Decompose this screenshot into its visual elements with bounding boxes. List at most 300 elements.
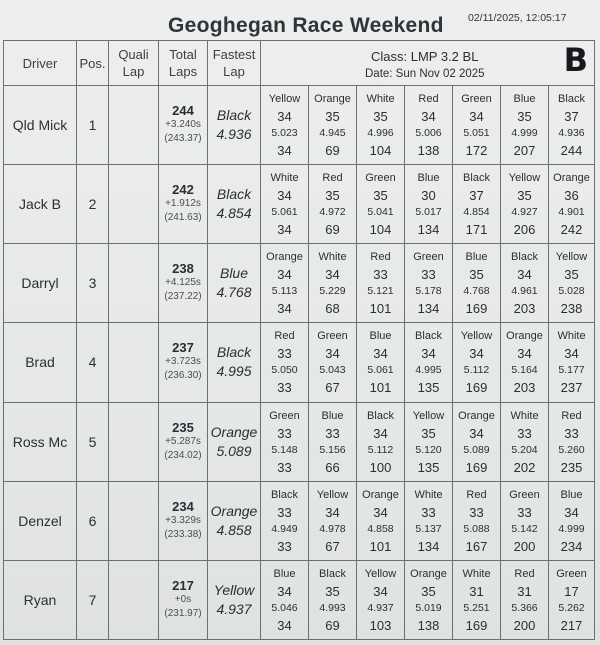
stint-best-lap: 5.112	[367, 443, 394, 456]
total-laps-cell	[159, 244, 208, 323]
stint-lane-colour: Green	[413, 251, 444, 264]
stint-cumulative-laps: 104	[369, 143, 392, 159]
stint-laps: 34	[373, 504, 388, 520]
stint-lane-colour: White	[366, 93, 395, 106]
stint-cumulative-laps: 134	[417, 538, 440, 554]
stint-laps: 33	[277, 504, 292, 520]
stint-cumulative-laps: 67	[325, 380, 340, 396]
stint-lane-colour: Red	[274, 330, 295, 343]
driver-row	[4, 86, 595, 165]
stint-laps: 34	[325, 267, 340, 283]
header-row	[4, 41, 595, 86]
stint-cell	[261, 481, 309, 560]
stint-lane-colour: Orange	[553, 172, 590, 185]
stint-best-lap: 5.148	[271, 443, 298, 456]
stint-laps: 34	[277, 583, 292, 599]
stint-laps: 34	[325, 346, 340, 362]
fastest-lap-cell	[208, 323, 261, 402]
driver-row	[4, 244, 595, 323]
stint-cumulative-laps: 235	[560, 459, 583, 475]
driver-position: 4	[77, 323, 109, 402]
stint-lane-colour: White	[270, 172, 299, 185]
stint-lane-colour: Green	[509, 488, 540, 501]
stint-cumulative-laps: 203	[513, 301, 536, 317]
quali-lap	[109, 86, 159, 165]
stint-laps: 30	[421, 188, 436, 204]
driver-position: 1	[77, 86, 109, 165]
driver-name: Brad	[4, 323, 77, 402]
stint-cumulative-laps: 237	[560, 380, 583, 396]
stint-lane-colour: Yellow	[555, 251, 588, 264]
class-label: Class: LMP 3.2 BL	[371, 49, 479, 64]
stint-lane-colour: White	[510, 409, 539, 422]
fastest-lane-colour: Black	[216, 186, 252, 203]
print-timestamp: 02/11/2025, 12:05:17	[468, 12, 567, 24]
stint-best-lap: 5.061	[271, 206, 298, 219]
stint-cumulative-laps: 135	[417, 459, 440, 475]
stint-cumulative-laps: 200	[513, 617, 536, 633]
stint-cell	[549, 402, 595, 481]
stint-cell	[357, 165, 405, 244]
stint-lane-colour: Green	[365, 172, 396, 185]
stint-cumulative-laps: 33	[277, 538, 292, 554]
results-body	[4, 86, 595, 640]
stint-lane-colour: Green	[556, 567, 587, 580]
stint-cell	[453, 560, 501, 639]
stint-cell	[453, 86, 501, 165]
gap-to-leader: +4.125s	[165, 277, 201, 289]
stint-cumulative-laps: 172	[465, 143, 488, 159]
fastest-lane-colour: Yellow	[213, 581, 255, 598]
fastest-lap-time: 5.089	[216, 442, 252, 459]
fastest-lap-time: 4.937	[216, 600, 252, 617]
col-quali-line1: Quali	[118, 47, 149, 62]
stint-laps: 33	[469, 504, 484, 520]
stint-best-lap: 5.061	[367, 364, 394, 377]
stint-cell	[357, 560, 405, 639]
col-fastest-lap	[208, 41, 261, 86]
fastest-lane-colour: Black	[216, 107, 252, 124]
class-info-cell	[261, 41, 595, 86]
group-badge: B	[563, 41, 589, 79]
stint-best-lap: 5.017	[415, 206, 442, 219]
stint-cumulative-laps: 169	[465, 380, 488, 396]
total-laps-cell	[159, 165, 208, 244]
stint-lane-colour: Yellow	[268, 93, 301, 106]
fastest-lap-cell	[208, 481, 261, 560]
fastest-lap-cell	[208, 402, 261, 481]
driver-position: 3	[77, 244, 109, 323]
stint-cell	[453, 244, 501, 323]
stint-cumulative-laps: 33	[277, 380, 292, 396]
stint-lane-colour: Orange	[266, 251, 303, 264]
stint-lane-colour: Black	[558, 93, 585, 106]
stint-cell	[261, 244, 309, 323]
gap-to-leader: +3.723s	[165, 356, 201, 368]
stint-cell	[453, 481, 501, 560]
stint-cumulative-laps: 134	[417, 222, 440, 238]
stint-cell	[453, 165, 501, 244]
stint-laps: 37	[564, 109, 579, 125]
stint-laps: 33	[277, 346, 292, 362]
stint-laps: 33	[517, 504, 532, 520]
col-driver: Driver	[4, 41, 77, 86]
stint-cumulative-laps: 103	[369, 617, 392, 633]
stint-lane-colour: Orange	[314, 93, 351, 106]
stint-laps: 35	[517, 109, 532, 125]
stint-best-lap: 5.164	[511, 364, 538, 377]
stint-lane-colour: Black	[367, 409, 394, 422]
driver-position: 5	[77, 402, 109, 481]
stint-cumulative-laps: 69	[325, 143, 340, 159]
stint-lane-colour: Blue	[321, 409, 344, 422]
stint-cumulative-laps: 101	[369, 538, 392, 554]
stint-cumulative-laps: 101	[369, 380, 392, 396]
driver-row	[4, 165, 595, 244]
fastest-lane-colour: Blue	[219, 265, 249, 282]
stint-best-lap: 4.999	[558, 522, 585, 535]
driver-row	[4, 560, 595, 639]
gap-to-leader: +1.912s	[165, 198, 201, 210]
stint-lane-colour: Red	[561, 409, 582, 422]
stint-cell	[501, 244, 549, 323]
stint-best-lap: 5.113	[271, 285, 298, 298]
gap-to-leader: +5.287s	[165, 435, 201, 447]
average-laps: (233.38)	[164, 528, 202, 540]
stint-laps: 34	[277, 188, 292, 204]
stint-best-lap: 4.961	[511, 285, 538, 298]
stint-laps: 35	[325, 583, 340, 599]
stint-laps: 33	[421, 504, 436, 520]
stint-lane-colour: Orange	[458, 409, 495, 422]
stint-cell	[309, 165, 357, 244]
stint-cell	[405, 323, 453, 402]
fastest-lap-cell	[208, 165, 261, 244]
col-position: Pos.	[77, 41, 109, 86]
stint-cumulative-laps: 34	[277, 301, 292, 317]
stint-cell	[453, 323, 501, 402]
stint-cell	[501, 402, 549, 481]
stint-cell	[549, 481, 595, 560]
results-table	[3, 40, 595, 640]
driver-name: Ross Mc	[4, 402, 77, 481]
stint-best-lap: 4.854	[463, 206, 490, 219]
stint-cumulative-laps: 200	[513, 538, 536, 554]
stint-lane-colour: Black	[271, 488, 298, 501]
stint-cumulative-laps: 203	[513, 380, 536, 396]
stint-best-lap: 4.927	[511, 206, 538, 219]
stint-laps: 33	[325, 425, 340, 441]
stint-best-lap: 4.996	[367, 127, 394, 140]
stint-cell	[309, 244, 357, 323]
stint-cell	[261, 165, 309, 244]
stint-cumulative-laps: 101	[369, 301, 392, 317]
total-laps-cell	[159, 86, 208, 165]
quali-lap	[109, 481, 159, 560]
stint-lane-colour: Yellow	[412, 409, 445, 422]
stint-cell	[549, 560, 595, 639]
stint-best-lap: 5.089	[463, 443, 490, 456]
driver-position: 7	[77, 560, 109, 639]
stint-best-lap: 5.023	[271, 127, 298, 140]
quali-lap	[109, 323, 159, 402]
stint-best-lap: 4.768	[463, 285, 490, 298]
stint-best-lap: 5.088	[463, 522, 490, 535]
stint-cell	[261, 86, 309, 165]
stint-best-lap: 4.993	[319, 601, 346, 614]
stint-laps: 35	[325, 188, 340, 204]
stint-best-lap: 5.041	[367, 206, 394, 219]
stint-lane-colour: Black	[415, 330, 442, 343]
stint-best-lap: 4.972	[319, 206, 346, 219]
stint-laps: 34	[469, 346, 484, 362]
stint-laps: 31	[469, 583, 484, 599]
stint-cell	[309, 323, 357, 402]
total-laps-value: 238	[172, 261, 194, 277]
fastest-lap-time: 4.936	[216, 126, 252, 143]
total-laps-value: 242	[172, 182, 194, 198]
total-laps-cell	[159, 481, 208, 560]
stint-cell	[357, 323, 405, 402]
driver-position: 6	[77, 481, 109, 560]
stint-laps: 34	[277, 109, 292, 125]
stint-lane-colour: White	[414, 488, 443, 501]
stint-cell	[405, 165, 453, 244]
stint-best-lap: 4.945	[319, 127, 346, 140]
stint-cell	[309, 86, 357, 165]
stint-laps: 34	[325, 504, 340, 520]
stint-cumulative-laps: 68	[325, 301, 340, 317]
stint-lane-colour: Orange	[506, 330, 543, 343]
stint-cell	[501, 481, 549, 560]
stint-cell	[501, 560, 549, 639]
stint-lane-colour: Orange	[362, 488, 399, 501]
stint-laps: 34	[564, 504, 579, 520]
average-laps: (234.02)	[164, 449, 202, 461]
stint-cell	[549, 323, 595, 402]
stint-best-lap: 4.858	[367, 522, 394, 535]
stint-lane-colour: Blue	[417, 172, 440, 185]
stint-best-lap: 4.901	[558, 206, 585, 219]
stint-cumulative-laps: 207	[513, 143, 536, 159]
stint-lane-colour: Green	[317, 330, 348, 343]
total-laps-value: 237	[172, 340, 194, 356]
average-laps: (236.30)	[164, 370, 202, 382]
stint-lane-colour: Blue	[273, 567, 296, 580]
stint-laps: 37	[469, 188, 484, 204]
stint-best-lap: 5.178	[415, 285, 442, 298]
stint-cumulative-laps: 33	[277, 459, 292, 475]
stint-lane-colour: Black	[463, 172, 490, 185]
stint-best-lap: 5.051	[463, 127, 490, 140]
stint-lane-colour: Red	[466, 488, 487, 501]
total-laps-cell	[159, 323, 208, 402]
quali-lap	[109, 244, 159, 323]
driver-name: Qld Mick	[4, 86, 77, 165]
stint-best-lap: 5.050	[271, 364, 298, 377]
total-laps-cell	[159, 560, 208, 639]
stint-laps: 35	[564, 267, 579, 283]
stint-cell	[357, 244, 405, 323]
stint-cumulative-laps: 244	[560, 143, 583, 159]
stint-laps: 34	[421, 109, 436, 125]
stint-cumulative-laps: 34	[277, 143, 292, 159]
stint-cumulative-laps: 169	[465, 301, 488, 317]
driver-position: 2	[77, 165, 109, 244]
stint-lane-colour: Green	[461, 93, 492, 106]
stint-laps: 34	[373, 425, 388, 441]
stint-cumulative-laps: 135	[417, 380, 440, 396]
stint-lane-colour: Blue	[465, 251, 488, 264]
stint-lane-colour: Orange	[410, 567, 447, 580]
stint-laps: 34	[564, 346, 579, 362]
stint-cell	[405, 86, 453, 165]
fastest-lane-colour: Orange	[210, 502, 258, 519]
stint-laps: 35	[373, 188, 388, 204]
total-laps-value: 217	[172, 577, 194, 593]
stint-laps: 34	[517, 346, 532, 362]
stint-cumulative-laps: 171	[465, 222, 488, 238]
total-laps-value: 244	[172, 103, 194, 119]
gap-to-leader: +3.329s	[165, 514, 201, 526]
stint-cumulative-laps: 238	[560, 301, 583, 317]
stint-lane-colour: Red	[370, 251, 391, 264]
stint-cell	[261, 323, 309, 402]
stint-cell	[549, 165, 595, 244]
stint-laps: 35	[421, 583, 436, 599]
stint-lane-colour: White	[462, 567, 491, 580]
stint-best-lap: 5.112	[463, 364, 490, 377]
stint-best-lap: 5.262	[558, 601, 585, 614]
stint-cell	[549, 244, 595, 323]
quali-lap	[109, 560, 159, 639]
stint-cumulative-laps: 138	[417, 143, 440, 159]
stint-best-lap: 5.028	[558, 285, 585, 298]
stint-lane-colour: Black	[319, 567, 346, 580]
stint-best-lap: 5.177	[558, 364, 585, 377]
stint-laps: 17	[564, 583, 579, 599]
stint-laps: 35	[469, 267, 484, 283]
stint-cell	[501, 86, 549, 165]
gap-to-leader: +3.240s	[165, 119, 201, 131]
stint-cell	[405, 402, 453, 481]
fastest-lap-time: 4.768	[216, 284, 252, 301]
stint-laps: 34	[373, 583, 388, 599]
col-total-line2: Laps	[168, 64, 198, 79]
stint-laps: 33	[421, 267, 436, 283]
stint-laps: 34	[421, 346, 436, 362]
col-fastest-line1: Fastest	[212, 47, 256, 62]
stint-cumulative-laps: 100	[369, 459, 392, 475]
stint-lane-colour: White	[557, 330, 586, 343]
quali-lap	[109, 402, 159, 481]
stint-cell	[453, 402, 501, 481]
fastest-lap-time: 4.854	[216, 205, 252, 222]
stint-cumulative-laps: 169	[465, 617, 488, 633]
stint-lane-colour: White	[318, 251, 347, 264]
stint-best-lap: 4.936	[558, 127, 585, 140]
stint-lane-colour: Red	[418, 93, 439, 106]
stint-best-lap: 5.156	[319, 443, 346, 456]
col-fastest-line2: Lap	[223, 64, 245, 79]
driver-row	[4, 323, 595, 402]
stint-cell	[405, 244, 453, 323]
stint-best-lap: 5.260	[558, 443, 585, 456]
stint-cumulative-laps: 217	[560, 617, 583, 633]
driver-name: Darryl	[4, 244, 77, 323]
stint-laps: 34	[517, 267, 532, 283]
stint-laps: 33	[564, 425, 579, 441]
average-laps: (241.63)	[164, 212, 202, 224]
stint-laps: 33	[517, 425, 532, 441]
stint-cell	[357, 481, 405, 560]
stint-best-lap: 5.043	[319, 364, 346, 377]
stint-best-lap: 5.366	[511, 601, 538, 614]
stint-best-lap: 4.949	[271, 522, 298, 535]
stint-cumulative-laps: 242	[560, 222, 583, 238]
stint-cumulative-laps: 69	[325, 617, 340, 633]
fastest-lap-time: 4.995	[216, 363, 252, 380]
stint-cumulative-laps: 104	[369, 222, 392, 238]
col-quali-line2: Lap	[122, 64, 145, 79]
stint-best-lap: 4.995	[415, 364, 442, 377]
driver-name: Jack B	[4, 165, 77, 244]
total-laps-value: 235	[172, 419, 194, 435]
stint-laps: 35	[325, 109, 340, 125]
stint-laps: 34	[373, 346, 388, 362]
stint-best-lap: 5.006	[415, 127, 442, 140]
stint-lane-colour: Red	[514, 567, 535, 580]
stint-lane-colour: Blue	[560, 488, 583, 501]
stint-best-lap: 5.142	[511, 522, 538, 535]
stint-laps: 31	[517, 583, 532, 599]
stint-cumulative-laps: 67	[325, 538, 340, 554]
driver-row	[4, 402, 595, 481]
fastest-lap-time: 4.858	[216, 521, 252, 538]
stint-cumulative-laps: 202	[513, 459, 536, 475]
stint-cell	[549, 86, 595, 165]
stint-cell	[357, 86, 405, 165]
quali-lap	[109, 165, 159, 244]
stint-cell	[261, 402, 309, 481]
stint-lane-colour: Black	[511, 251, 538, 264]
total-laps-value: 234	[172, 498, 194, 514]
stint-lane-colour: Red	[322, 172, 343, 185]
stint-best-lap: 5.120	[415, 443, 442, 456]
sheet-header	[0, 0, 600, 40]
stint-best-lap: 4.999	[511, 127, 538, 140]
stint-best-lap: 5.137	[415, 522, 442, 535]
fastest-lap-cell	[208, 244, 261, 323]
stint-laps: 33	[277, 425, 292, 441]
col-quali-lap	[109, 41, 159, 86]
driver-name: Ryan	[4, 560, 77, 639]
stint-cell	[309, 560, 357, 639]
total-laps-cell	[159, 402, 208, 481]
stint-best-lap: 5.046	[271, 601, 298, 614]
stint-cell	[357, 402, 405, 481]
stint-cumulative-laps: 134	[417, 301, 440, 317]
stint-lane-colour: Yellow	[364, 567, 397, 580]
stint-cumulative-laps: 234	[560, 538, 583, 554]
stint-lane-colour: Yellow	[508, 172, 541, 185]
stint-cumulative-laps: 34	[277, 222, 292, 238]
stint-lane-colour: Yellow	[460, 330, 493, 343]
fastest-lane-colour: Orange	[210, 423, 258, 440]
stint-cell	[309, 402, 357, 481]
average-laps: (243.37)	[164, 133, 202, 145]
col-total-laps	[159, 41, 208, 86]
